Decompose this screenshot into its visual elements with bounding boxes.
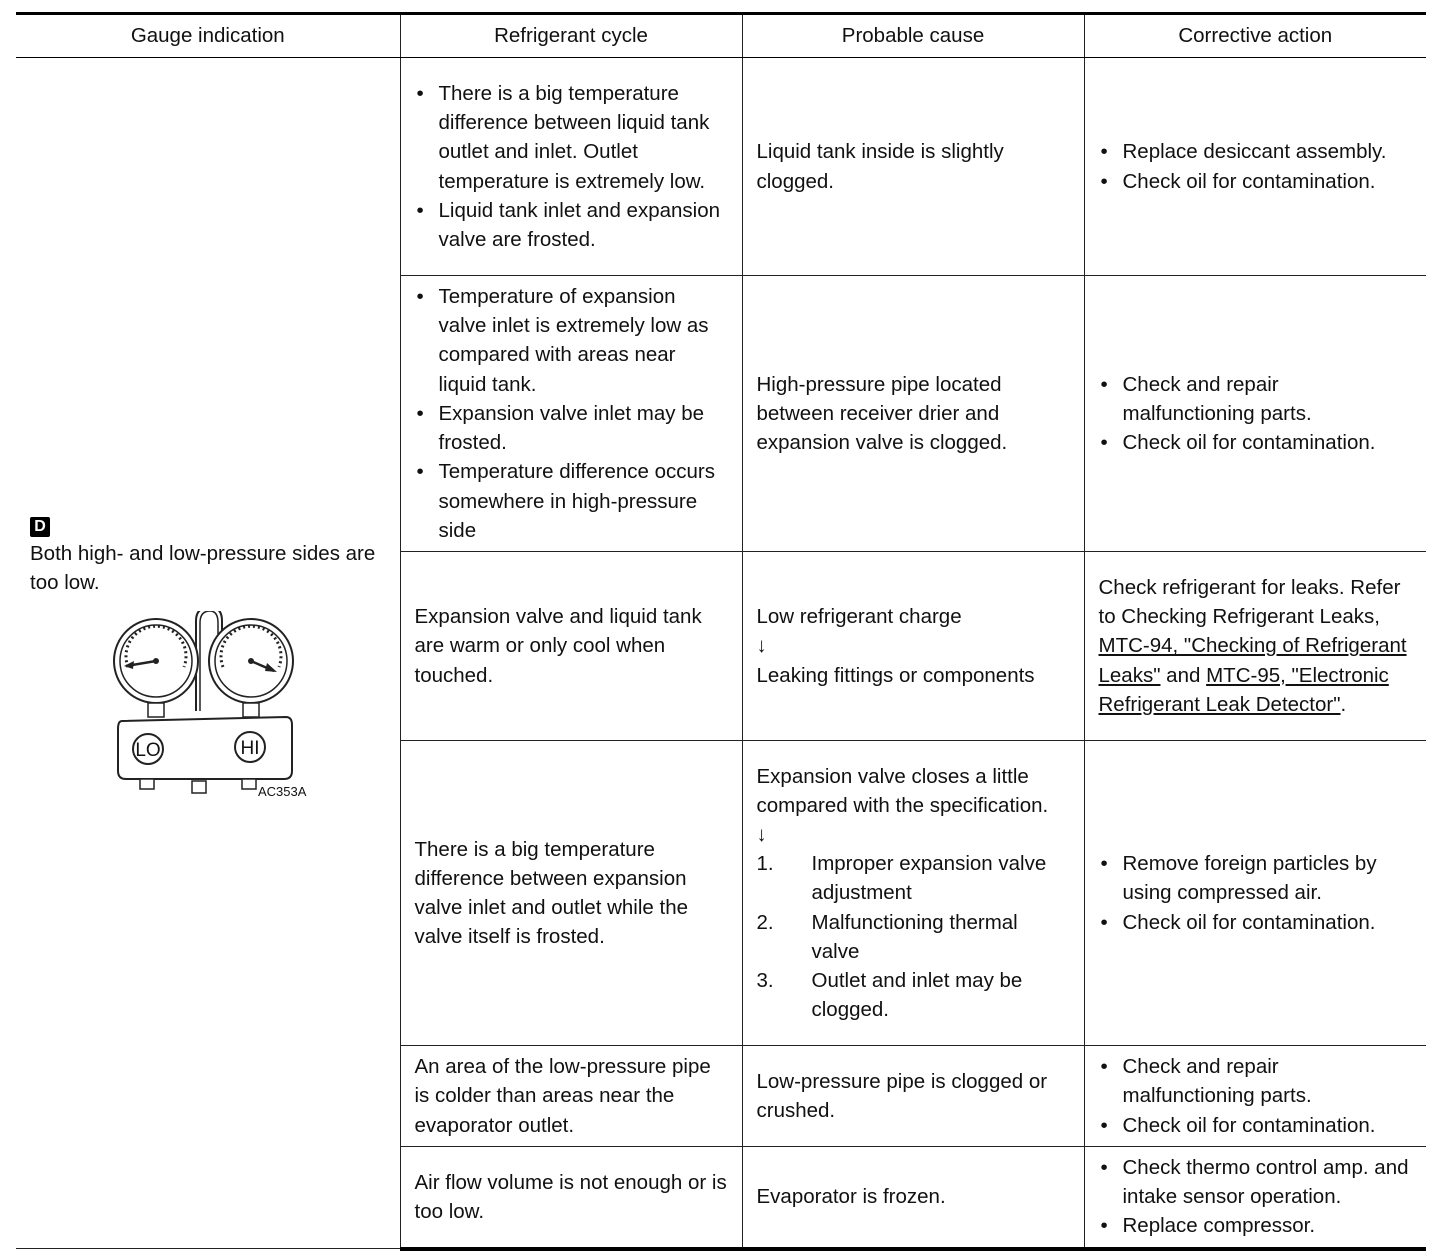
refrigerant-cycle-cell (400, 276, 742, 552)
refrigerant-cycle-cell (400, 58, 742, 276)
table-row (16, 58, 1426, 276)
list-item: • Check oil for contamination. (1099, 428, 1413, 457)
refrigerant-cycle-cell: An area of the low-pressure pipe is colder than areas near the evaporator outlet. (400, 1046, 742, 1147)
list-item: 2. Malfunctioning thermal valve (756, 910, 1018, 963)
down-arrow-icon: ↓ (756, 634, 767, 658)
refrigerant-cycle-cell: Air flow volume is not enough or is too low. (400, 1147, 742, 1249)
list-item: 1. Improper expansion valve adjustment (756, 852, 1047, 905)
corrective-action-cell (1084, 741, 1426, 1046)
corrective-action-cell (1084, 276, 1426, 552)
condition-badge: D (30, 517, 50, 537)
list-item: • Replace compressor. (1099, 1211, 1413, 1240)
list-item: • Check and repair malfunctioning parts. (1099, 370, 1413, 428)
hi-label: HI (240, 738, 260, 760)
corrective-action-cell (1084, 1147, 1426, 1249)
list-item: 3. Outlet and inlet may be clogged. (756, 969, 1023, 1022)
probable-cause-cell: Low-pressure pipe is clogged or crushed. (742, 1046, 1084, 1147)
list-item: • There is a big temperature difference between liquid tank outlet and inlet. Outlet temperature is extremely low. (415, 79, 728, 196)
down-arrow-icon: ↓ (756, 822, 767, 846)
probable-cause-cell (742, 552, 1084, 741)
probable-cause-cell (742, 741, 1084, 1046)
refrigerant-cycle-cell: Expansion valve and liquid tank are warm or only cool when touched. (400, 552, 742, 741)
header-probable-cause: Probable cause (742, 14, 1084, 58)
probable-cause-cell: High-pressure pipe located between receiver drier and expansion valve is clogged. (742, 276, 1084, 552)
probable-cause-cell: Liquid tank inside is slightly clogged. (742, 58, 1084, 276)
cause-text: Leaking fittings or components (756, 663, 1035, 687)
corrective-action-cell (1084, 58, 1426, 276)
gauge-description: Both high- and low-pressure sides are too low. (30, 541, 376, 595)
manifold-gauge-icon (104, 611, 314, 796)
list-item: • Check and repair malfunctioning parts. (1099, 1052, 1413, 1110)
header-refrigerant-cycle: Refrigerant cycle (400, 14, 742, 58)
gauge-indication-cell (16, 58, 400, 1249)
diagnosis-table (16, 12, 1426, 1251)
lo-label: LO (135, 740, 161, 762)
corrective-action-cell (1084, 552, 1426, 741)
list-item: • Temperature difference occurs somewhere in high-pressure side (415, 457, 728, 545)
figure-code: AC353A (258, 784, 307, 797)
action-text: and (1160, 663, 1207, 687)
refrigerant-cycle-cell: There is a big temperature difference between expansion valve inlet and outlet while the valve itself is frosted. (400, 741, 742, 1046)
corrective-action-cell (1084, 1046, 1426, 1147)
mtc-95-link[interactable]: MTC-95, "Electronic Refrigerant Leak Detector" (1098, 663, 1389, 716)
list-item: • Expansion valve inlet may be frosted. (415, 399, 728, 457)
list-item: • Remove foreign particles by using compressed air. (1099, 849, 1413, 907)
list-item: • Temperature of expansion valve inlet is extremely low as compared with areas near liquid tank. (415, 282, 728, 399)
action-text: Check refrigerant for leaks. Refer to Checking Refrigerant Leaks, (1098, 575, 1401, 629)
list-item: • Check oil for contamination. (1099, 167, 1413, 196)
header-row (16, 14, 1426, 58)
list-item: • Check oil for contamination. (1099, 1111, 1413, 1140)
probable-cause-cell: Evaporator is frozen. (742, 1147, 1084, 1249)
list-item: • Liquid tank inlet and expansion valve are frosted. (415, 196, 728, 254)
header-corrective-action: Corrective action (1084, 14, 1426, 58)
mtc-94-link[interactable]: MTC-94, "Checking of Refrigerant Leaks" (1098, 634, 1407, 687)
action-text: . (1340, 692, 1347, 716)
header-gauge-indication: Gauge indication (16, 14, 400, 58)
cause-text: Low refrigerant charge (756, 605, 962, 629)
cause-text: Expansion valve closes a little compared with the specification. (756, 764, 1049, 817)
list-item: • Check oil for contamination. (1099, 908, 1413, 937)
list-item: • Check thermo control amp. and intake sensor operation. (1099, 1153, 1413, 1211)
list-item: • Replace desiccant assembly. (1099, 137, 1413, 166)
